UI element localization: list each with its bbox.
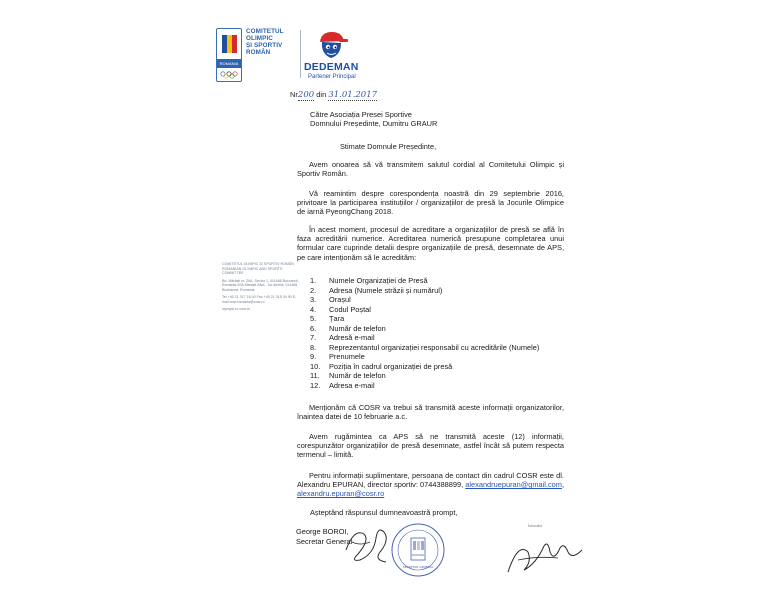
signatory-role: Secretar General bbox=[296, 537, 353, 546]
list-number: 12. bbox=[310, 380, 321, 390]
sidebar-line: COMITETUL OLIMPIC ȘI SPORTIV ROMÂN ROMANIAN OLYMPIC AND SPORTS COMMITTEE bbox=[222, 262, 294, 275]
list-text: Orașul bbox=[329, 295, 351, 304]
list-item bbox=[310, 305, 570, 315]
list-text: Adresa e-mail bbox=[329, 380, 375, 390]
olympic-rings-icon bbox=[220, 71, 238, 79]
list-text: Poziția în cadrul organizației de presă bbox=[329, 361, 453, 371]
paragraph-request: Avem rugămintea ca APS să ne transmită aceste (12) informații, corespunzător organizațiilor de presă desemnate, astfel încât să putem respecta termenul – limită. bbox=[297, 432, 564, 460]
list-number: 7. bbox=[310, 333, 317, 342]
list-number: 1. bbox=[310, 276, 317, 285]
cosr-band-text: ROMANIA bbox=[217, 59, 241, 68]
required-info-list bbox=[310, 276, 570, 390]
list-item bbox=[310, 276, 570, 286]
nr-date: 31.01.2017 bbox=[328, 90, 378, 100]
cosr-name-line: COMITETUL bbox=[246, 28, 284, 35]
list-item bbox=[310, 362, 570, 372]
closing-line: Așteptând răspunsul dumneavoastră prompt, bbox=[310, 508, 458, 517]
nr-prefix: Nr bbox=[290, 90, 298, 99]
paragraph-reminder: Vă reamintim despre corespondența noastră din 29 septembrie 2016, privitoare la participarea instituțiilor / organizațiilor de presă la Jocurile Olimpice de iarnă PyeongChang 2018. bbox=[297, 189, 564, 217]
paragraph-accreditation: În acest moment, procesul de acreditare a organizațiilor de presă se află în faza acreditării numerice. Acreditarea numerică presupune completarea unui formular care cuprinde detalii despre organizațiile de presă, desemnate de APS, pe care intenționăm să le acredităm: bbox=[297, 225, 564, 262]
cosr-logo bbox=[216, 28, 242, 82]
dedeman-name: DEDEMAN bbox=[304, 61, 359, 73]
nr-din-label: din bbox=[316, 90, 327, 99]
stamp-bottom-label: SECRETAR GENERAL bbox=[402, 565, 434, 569]
list-item bbox=[310, 333, 570, 343]
list-item bbox=[310, 324, 570, 334]
document-number-line bbox=[290, 90, 377, 101]
flag-red-stripe bbox=[232, 35, 237, 53]
list-number: 3. bbox=[310, 295, 317, 304]
sidebar-contact-info bbox=[222, 262, 300, 315]
list-number: 10. bbox=[310, 361, 321, 371]
handwritten-signature-icon bbox=[498, 522, 588, 582]
list-item bbox=[310, 295, 570, 305]
list-item bbox=[310, 286, 570, 296]
list-number: 9. bbox=[310, 352, 317, 361]
list-text: Adresă e-mail bbox=[329, 333, 375, 342]
list-text: Codul Poștal bbox=[329, 304, 371, 314]
email-link-cosr[interactable]: alexandru.epuran@cosr.ro bbox=[297, 489, 385, 499]
sidebar-line: olympic.ro cosr.ro bbox=[222, 307, 251, 311]
list-item bbox=[310, 314, 570, 324]
signatory-name: George BOROI, bbox=[296, 527, 349, 536]
list-item bbox=[310, 371, 570, 381]
list-item bbox=[310, 381, 570, 391]
email-separator: , bbox=[561, 480, 564, 490]
cosr-name-line: ȘI SPORTIV bbox=[246, 42, 283, 49]
contact-text: Pentru informații suplimentare, persoana de contact din cadrul COSR este dl. Alexandru EPURAN, director sportiv: 0744388899, bbox=[297, 471, 564, 490]
official-stamp-icon bbox=[390, 522, 446, 578]
dedeman-mascot-icon bbox=[313, 26, 349, 62]
list-number: 4. bbox=[310, 304, 317, 314]
list-text: Prenumele bbox=[329, 352, 365, 361]
list-text: Reprezentantul organizației responsabil cu acreditările (Numele) bbox=[329, 342, 540, 352]
paragraph-contact bbox=[297, 471, 564, 499]
list-number: 8. bbox=[310, 342, 317, 352]
sidebar-line: Bd. Mărăști nr. 20A, Sector 1, 011468 București, România 20A Marasti Blvd., 1st district, 011468 Bucharest, Romania bbox=[222, 278, 299, 292]
stamp-label: ROMANIA bbox=[411, 554, 425, 557]
letterhead-divider bbox=[300, 30, 301, 78]
list-number: 5. bbox=[310, 314, 317, 323]
email-link-gmail[interactable]: alexandruepuran@gmail.com bbox=[465, 480, 562, 490]
handwritten-signature-icon bbox=[340, 520, 396, 570]
list-text: Numele Organizației de Presă bbox=[329, 276, 428, 285]
list-number: 6. bbox=[310, 323, 317, 333]
address-line: Către Asociația Presei Sportive bbox=[310, 110, 412, 119]
list-number: 2. bbox=[310, 285, 317, 295]
list-text: Țara bbox=[329, 314, 345, 323]
list-item bbox=[310, 352, 570, 362]
paragraph-deadline: Menționăm că COSR va trebui să transmită aceste informații organizatorilor, înaintea datei de 10 februarie a.c. bbox=[297, 403, 564, 422]
list-number: 11. bbox=[310, 371, 320, 380]
sidebar-line: Tel +40 21 317 16 00 Fax +40 21 315 04 90 E-mail cosr.romania@cosr.ro bbox=[222, 295, 297, 304]
address-line: Domnului Președinte, Dumitru GRAUR bbox=[310, 119, 438, 129]
right-signature-label: Înlocuitor bbox=[528, 524, 543, 528]
salutation: Stimate Domnule Președinte, bbox=[340, 142, 437, 151]
nr-number: 200 bbox=[297, 90, 315, 100]
list-text: Număr de telefon bbox=[329, 323, 386, 333]
list-text: Adresa (Numele străzii și numărul) bbox=[329, 285, 443, 295]
dedeman-subtitle: Partener Principal bbox=[308, 74, 356, 80]
list-text: Număr de telefon bbox=[329, 371, 386, 380]
list-item bbox=[310, 343, 570, 353]
cosr-name-line: OLIMPIC bbox=[246, 35, 273, 42]
cosr-name bbox=[246, 28, 306, 56]
recipient-address bbox=[310, 110, 610, 128]
paragraph-greeting: Avem onoarea să vă transmitem salutul cordial al Comitetului Olimpic și Sportiv Român. bbox=[297, 160, 564, 179]
cosr-name-line: ROMÂN bbox=[246, 49, 271, 56]
